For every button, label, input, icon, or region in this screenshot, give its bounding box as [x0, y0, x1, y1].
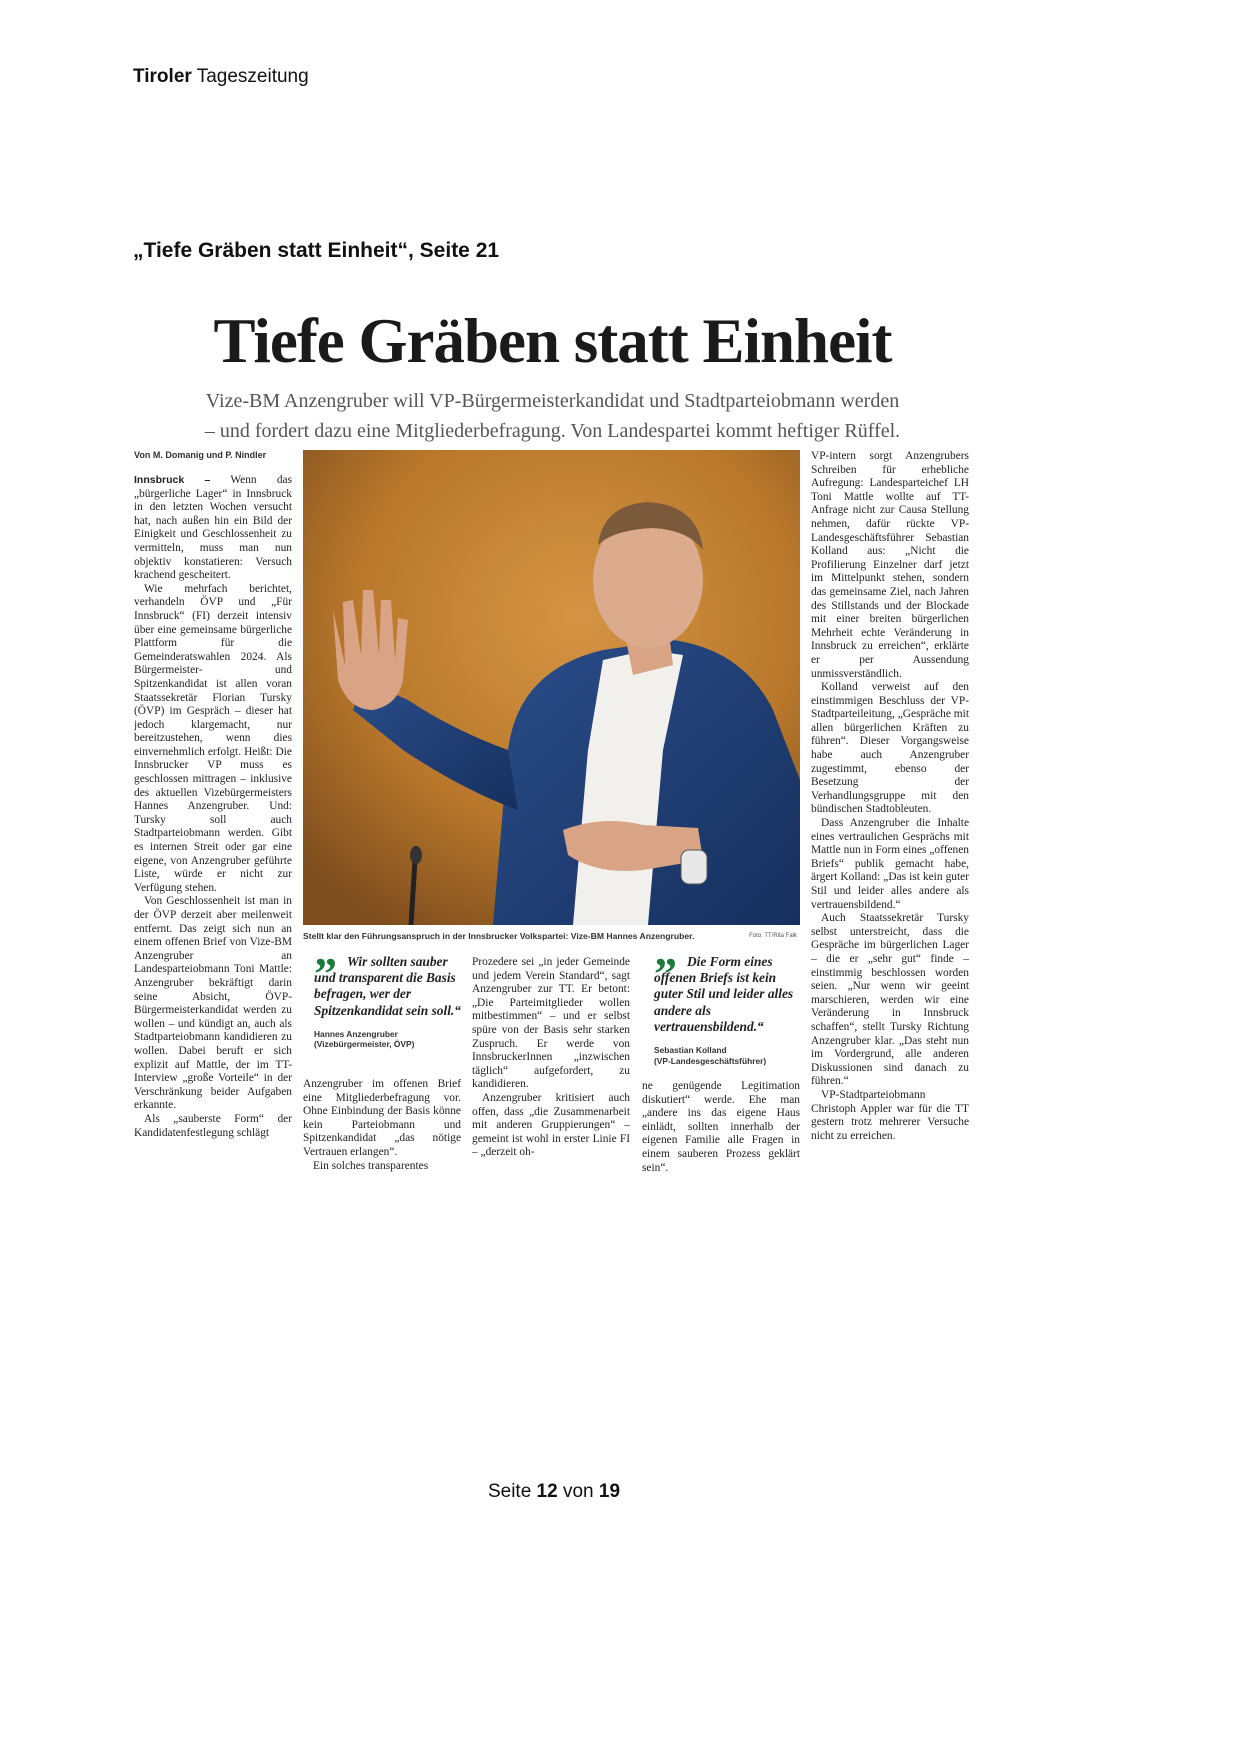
article-byline: Von M. Domanig und P. Nindler [134, 450, 267, 460]
article-column-2 [303, 1078, 461, 1178]
article-column-4 [642, 1080, 800, 1179]
column-5-paragraph-5: VP-Stadtparteiobmann Christoph Appler war für die TT gestern trotz mehrerer Versuche nicht zu erreichen. [811, 1088, 969, 1142]
pull-quote-1-attribution [314, 1029, 464, 1050]
quote-mark-icon: ” [654, 948, 677, 999]
pull-quote-2-name: Sebastian Kolland [654, 1045, 727, 1056]
publication-name-bold: Tiroler [133, 66, 192, 87]
publication-name [133, 66, 309, 88]
page-footer [0, 1481, 1108, 1503]
subheadline-line-2: – und fordert dazu eine Mitgliederbefragung. Von Landespartei kommt heftiger Rüffel. [204, 420, 901, 442]
pull-quote-2-role: (VP-Landesgeschäftsführer) [654, 1055, 767, 1066]
column-1-paragraph-3: Von Geschlossenheit ist man in der ÖVP derzeit aber meilenweit entfernt. Das zeigt sich nun an einem offenen Brief von Vize-BM Anzengruber an Landesparteiobmann Toni Mattle: Anzengruber bekräftigt darin seine Absicht, ÖVP-Bürgermeisterkandidat werden zu wollen – und kündigt an, auch als Stadtparteiobmann kandidieren zu wollen. Dabei beruft er sich explizit auf Mattle, der im TT-Interview „große Vorteile“ in der Verschränkung beider Aufgaben erkannte. [134, 895, 292, 1112]
article-headline: Tiefe Gräben statt Einheit [213, 306, 892, 376]
article-subheadline [150, 386, 955, 446]
column-4-paragraph-1: ne genügende Legitimation diskutiert“ werde. Ehe man „andere ins das eigene Haus einlädt, sollten innerhalb der eigenen Familie alle Fragen in einem sauberen Prozess geklärt sein“. [642, 1080, 800, 1174]
article-reference: „Tiefe Gräben statt Einheit“, Seite 21 [133, 239, 500, 262]
photo-credit: Foto: TT/Rita Falk [749, 933, 797, 939]
newspaper-clipping [130, 300, 975, 1180]
column-2-paragraph-2: Ein solches transparentes [313, 1159, 429, 1172]
column-1-paragraph-4: Als „sauberste Form“ der Kandidatenfestlegung schlägt [134, 1112, 292, 1139]
page-number-total: 19 [598, 1481, 621, 1502]
column-1-paragraph-2: Wie mehrfach berichtet, verhandeln ÖVP und „Für Innsbruck“ (FI) derzeit intensiv über eine gemeinsame bürgerliche Plattform für die Gemeinderatswahlen 2024. Als Bürgermeister- und Spitzenkandidat ist allen voran Staatssekretär Florian Tursky (ÖVP) im Gespräch – dieser hat jedoch klargemacht, nur bereitzustehen, wenn dies einvernehmlich erfolgt. Heißt: Die Innsbrucker VP muss es geschlossen mittragen – inklusive des aktuellen Vizebürgermeisters Hannes Anzengruber. Und: Tursky soll auch Stadtparteiobmann werden. Gibt es internen Streit oder gar eine eigene, von Anzengruber geführte Liste, würde er nicht zur Verfügung stehen. [134, 582, 292, 894]
article-column-3 [472, 956, 630, 1179]
column-1-paragraph-1 [134, 474, 292, 583]
page-footer-middle: von [557, 1481, 599, 1502]
dateline-location: Innsbruck – [134, 474, 211, 486]
subheadline-line-1: Vize-BM Anzengruber will VP-Bürgermeisterkandidat und Stadtparteiobmann werden [205, 390, 900, 412]
column-5-paragraph-2: Kolland verweist auf den einstimmigen Beschluss der VP-Stadtparteileitung, „Gespräche mit allen bürgerlichen Kräften zu führen“. Dieser Vorgangsweise habe auch Anzengruber zugestimmt, ebenso der Besetzung der Verhandlungsgruppe mit den bündischen Stadtobleuten. [811, 681, 969, 816]
column-5-paragraph-1: VP-intern sorgt Anzengrubers Schreiben für erhebliche Aufregung: Landesparteichef LH Toni Mattle wollte auf TT-Anfrage nicht zur Causa Stellung nehmen, dafür rückte VP-Landesgeschäftsführer Sebastian Kolland aus: „Nicht die Profilierung Einzelner darf jetzt im Mittelpunkt stehen, sondern das gemeinsame Ziel, nach Jahren des Stillstands und der Blockade mit einer breiten bürgerlichen Mehrheit echte Veränderung in Innsbruck zu erreichen“, erklärte er per Aussendung unmissverständlich. [811, 450, 969, 680]
column-3-paragraph-2: Anzengruber kritisiert auch offen, dass „die Zusammenarbeit mit anderen Gruppierungen“ – gemeint ist wohl in erster Linie FI – „derzeit oh- [472, 1091, 630, 1159]
article-column-5 [811, 450, 969, 1179]
publication-name-rest: Tageszeitung [191, 66, 309, 87]
pull-quote-1-name: Hannes Anzengruber [314, 1028, 398, 1039]
pull-quote-2-attribution [654, 1045, 802, 1066]
column-3-paragraph-1: Prozedere sei „in jeder Gemeinde und jedem Verein Standard“, sagt Anzengruber zur TT. Er betont: „Die Parteimitglieder wollen mitbestimmen“ – und er selbst spüre von der Basis sehr starken Zuspruch. Er werde von InnsbruckerInnen „inzwischen täglich“ aufgefordert, zu kandidieren. [472, 956, 630, 1091]
article-photo [303, 450, 800, 925]
speaker-illustration [303, 450, 800, 925]
quote-mark-icon: ” [314, 948, 337, 999]
pull-quote-1 [314, 948, 464, 1050]
column-5-paragraph-4: Auch Staatssekretär Tursky selbst unterstreicht, dass die Gespräche im bürgerlichen Lager – die er „sehr gut“ finde – einstimmig beschlossen worden seien. „Nur wenn wir geeint marschieren, werden wir eine Veränderung in Innsbruck schaffen“, stellt Tursky Richtung Anzengruber klar. „Das steht nun im Vordergrund, alle anderen Diskussionen sind danach zu führen.“ [811, 912, 969, 1088]
photo-caption: Stellt klar den Führungsanspruch in der Innsbrucker Volkspartei: Vize-BM Hannes Anzengruber. [303, 931, 695, 941]
page-number-current: 12 [536, 1481, 558, 1502]
pull-quote-2-text: Die Form eines offenen Briefs ist kein guter Stil und leider alles andere als vertrauensbildend.“ [654, 954, 794, 1034]
column-1-paragraph-1-text: Wenn das „bürgerliche Lager“ in Innsbruck in den letzten Wochen versucht hat, nach außen hin ein Bild der Einigkeit und Geschlossenheit zu vermitteln, muss man nun objektiv konstatieren: Versuch krachend gescheitert. [134, 474, 292, 582]
pull-quote-1-text: Wir sollten sauber und transparent die Basis befragen, wer der Spitzenkandidat sein soll.“ [314, 954, 461, 1018]
column-5-paragraph-3: Dass Anzengruber die Inhalte eines vertraulichen Gesprächs mit Mattle nun in Form eines „offenen Briefs“ publik gemacht habe, ärgert Kolland: „Das ist kein guter Stil und leider alles andere als vertrauensbildend.“ [811, 817, 969, 911]
pull-quote-2 [654, 948, 802, 1066]
column-2-paragraph-1: Anzengruber im offenen Brief eine Mitgliederbefragung vor. Ohne Einbindung der Basis könne kein Parteiobmann und Spitzenkandidat „das nötige Vertrauen erlangen“. [303, 1078, 461, 1158]
article-column-1 [134, 474, 292, 1179]
page-footer-prefix: Seite [487, 1481, 537, 1502]
pull-quote-1-role: (Vizebürgermeister, ÖVP) [314, 1039, 415, 1050]
